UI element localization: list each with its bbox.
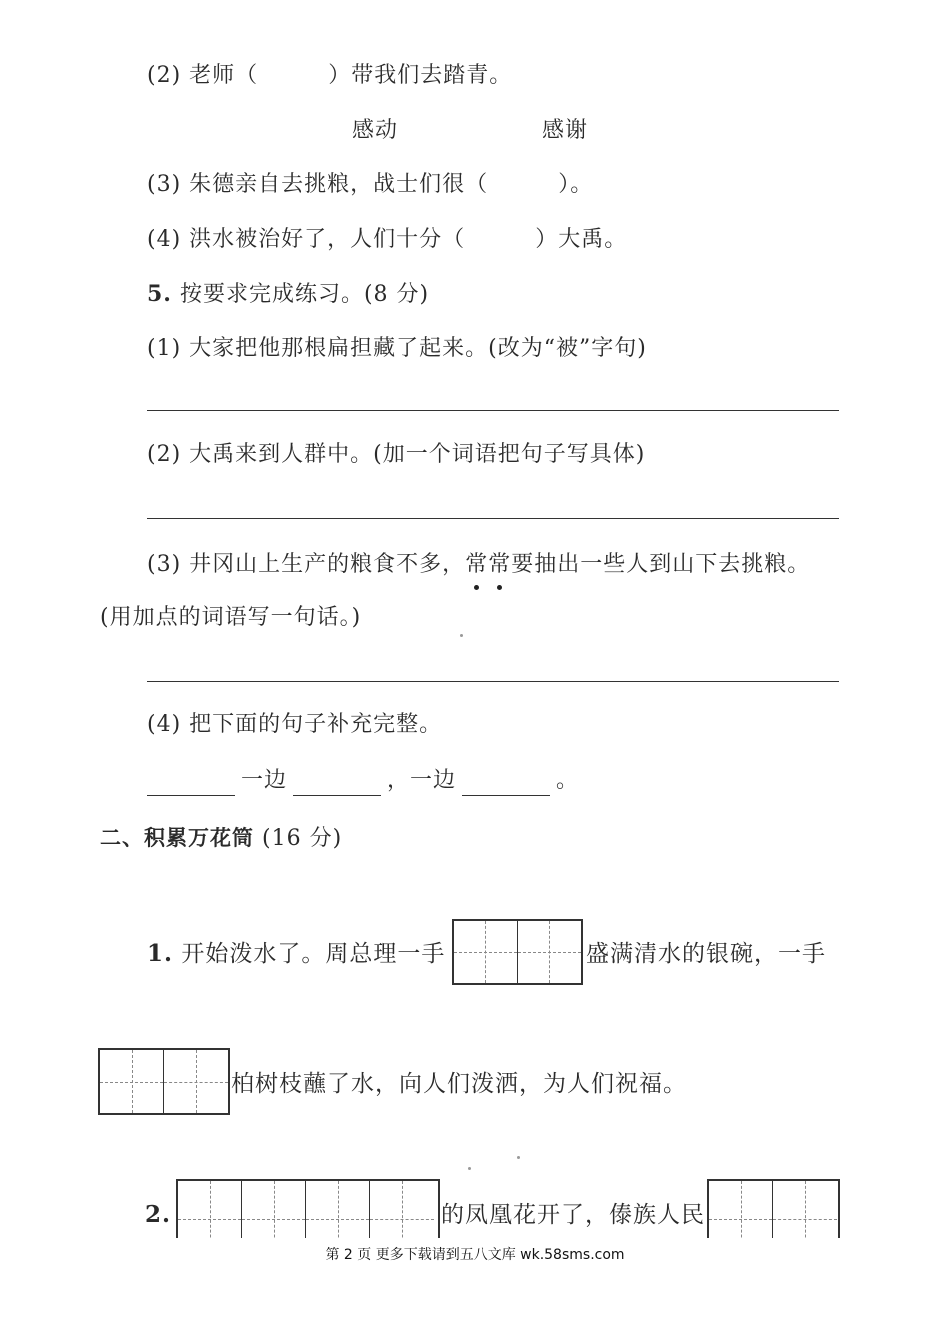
item-number: (3) <box>147 172 182 197</box>
dotted-word: 常 <box>465 550 488 580</box>
answer-line[interactable] <box>147 410 839 411</box>
s2-q2-number: 2. <box>145 1201 172 1228</box>
item-text: 开始泼水了。周总理一手 <box>181 941 446 967</box>
s2-q1-line2: 柏树枝蘸了水，向人们泼洒，为人们祝福。 <box>231 1071 687 1097</box>
section-title: 二、积累万花筒 <box>100 826 254 850</box>
item-text: 井冈山上生产的粮食不多， <box>189 552 466 577</box>
q4-item-3 <box>147 170 593 200</box>
question-number: 5. <box>147 281 172 307</box>
answer-line[interactable] <box>147 518 839 519</box>
grid-cell[interactable] <box>518 921 582 983</box>
character-grid[interactable] <box>98 1048 230 1115</box>
answer-line[interactable] <box>147 681 839 682</box>
grid-cell[interactable] <box>164 1050 228 1113</box>
scan-speck <box>468 1167 471 1170</box>
item-text-after: ）大禹。 <box>535 227 628 252</box>
q5-sub-4 <box>147 710 442 740</box>
page-footer: 第 2 页 更多下载请到五八文库 wk.58sms.com <box>325 1247 625 1263</box>
item-text: 把下面的句子补充完整。 <box>189 712 443 737</box>
fill-sentence <box>141 766 579 796</box>
grid-cell[interactable] <box>454 921 518 983</box>
item-text: 大家把他那根扁担藏了起来。(改为“被”字句) <box>189 336 647 361</box>
scan-speck <box>460 634 463 637</box>
item-text-after: ）带我们去踏青。 <box>328 63 513 88</box>
section-heading <box>100 823 342 854</box>
s2-q1-line1-a <box>147 939 445 969</box>
option-word: 感谢 <box>542 118 589 143</box>
section-points: (16 分) <box>262 826 343 851</box>
punctuation: ， <box>387 768 411 793</box>
item-text-after: ）。 <box>558 172 594 197</box>
option-word: 感动 <box>352 118 399 143</box>
item-text: 大禹来到人群中。(加一个词语把句子写具体) <box>189 442 646 467</box>
item-number: (3) <box>147 552 182 577</box>
q4-item-2 <box>147 61 512 91</box>
dotted-word: 常 <box>488 550 511 580</box>
q5-sub-3 <box>147 550 810 580</box>
s2-q1-line1-b: 盛满清水的银碗，一手 <box>586 941 826 967</box>
blank-line[interactable] <box>462 773 550 796</box>
item-text-before: 朱德亲自去挑粮，战士们很（ <box>189 172 489 197</box>
item-number: (1) <box>147 336 182 361</box>
item-text-before: 老师（ <box>189 63 259 88</box>
scan-speck <box>517 1156 520 1159</box>
connector-word: 一边 <box>410 768 457 793</box>
character-grid[interactable] <box>452 919 583 985</box>
punctuation: 。 <box>556 768 580 793</box>
blank-line[interactable] <box>147 773 235 796</box>
q5-title <box>147 279 429 310</box>
q4-item-4 <box>147 225 627 255</box>
item-text-before: 洪水被治好了，人们十分（ <box>189 227 466 252</box>
s2-q2-text: 的凤凰花开了，傣族人民 <box>441 1202 705 1228</box>
q5-sub-2 <box>147 440 645 470</box>
word-options <box>352 116 732 146</box>
grid-cell[interactable] <box>100 1050 164 1113</box>
question-title: 按要求完成练习。(8 分) <box>179 282 430 307</box>
connector-word: 一边 <box>241 768 288 793</box>
item-number: (2) <box>147 442 182 467</box>
item-text: 要抽出一些人到山下去挑粮。 <box>511 552 811 577</box>
item-number: (4) <box>147 227 182 252</box>
blank-line[interactable] <box>293 773 381 796</box>
q5-sub-3-instruction: (用加点的词语写一句话。) <box>100 605 362 630</box>
item-number: (4) <box>147 712 182 737</box>
item-number: (2) <box>147 63 182 88</box>
q5-sub-1 <box>147 334 647 364</box>
question-number: 1. <box>147 940 174 967</box>
